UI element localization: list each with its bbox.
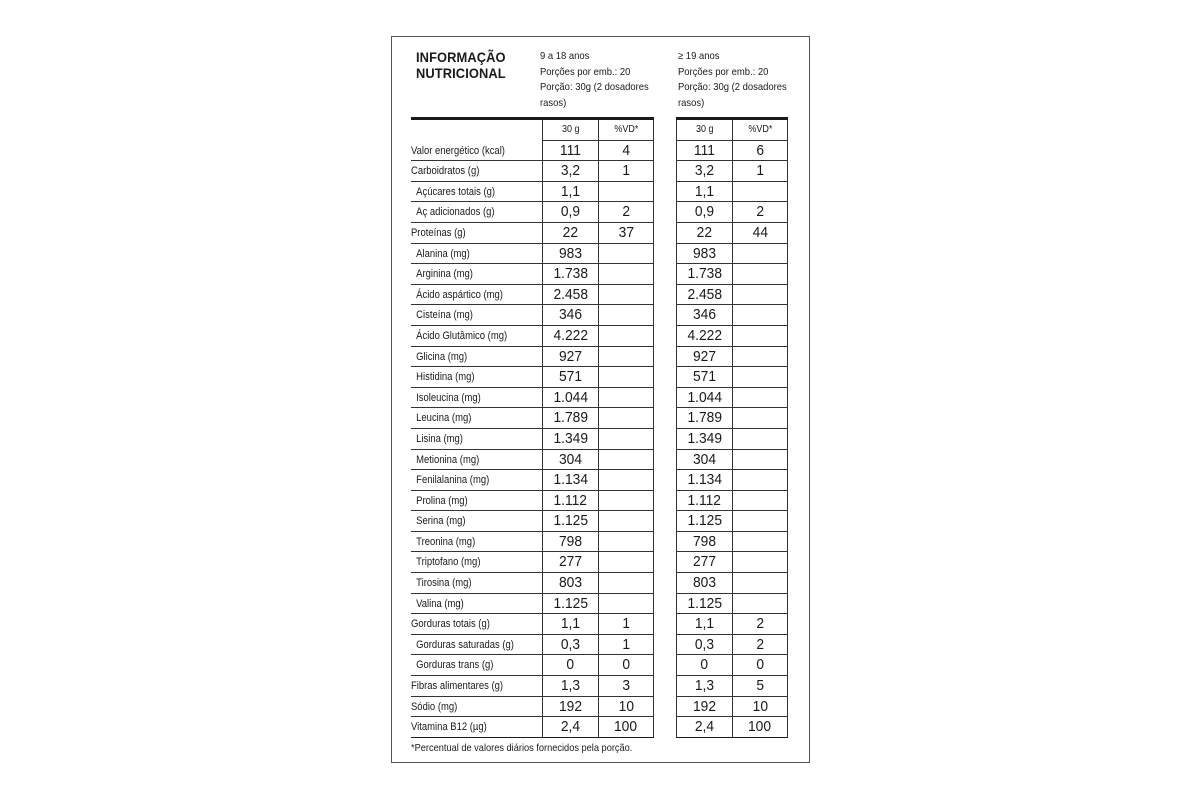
nutrient-label: Ácido Glutâmico (mg)	[411, 326, 542, 347]
value-group-b: 346	[676, 305, 732, 326]
nutrient-label: Arginina (mg)	[411, 264, 542, 285]
table-row	[392, 635, 809, 656]
dv-group-a: 0	[598, 655, 654, 676]
group-b-servings: Porções por emb.: 20	[678, 65, 769, 78]
value-group-a: 798	[542, 532, 598, 553]
dv-group-b	[732, 450, 788, 471]
nutrient-label: Isoleucina (mg)	[411, 388, 542, 409]
value-group-b: 1,3	[676, 676, 732, 697]
group-b-header	[678, 49, 802, 111]
label-title	[416, 49, 506, 81]
nutrient-label: Vitamina B12 (µg)	[411, 717, 542, 738]
table-row	[392, 552, 809, 573]
group-b-age: ≥ 19 anos	[678, 50, 720, 62]
dv-group-a	[598, 594, 654, 615]
value-group-a: 22	[542, 223, 598, 244]
dv-group-a: 1	[598, 614, 654, 635]
dv-group-b	[732, 491, 788, 512]
value-group-a: 0,3	[542, 635, 598, 656]
value-group-b: 1,1	[676, 182, 732, 203]
column-amount-b: 30 g	[676, 120, 732, 141]
table-row	[392, 655, 809, 676]
value-group-a: 1.789	[542, 408, 598, 429]
value-group-b: 4.222	[676, 326, 732, 347]
group-a-header	[540, 49, 664, 111]
dv-group-b: 0	[732, 655, 788, 676]
dv-group-a: 10	[598, 697, 654, 718]
dv-group-b: 2	[732, 635, 788, 656]
table-row	[392, 367, 809, 388]
nutrient-table	[392, 120, 809, 738]
value-group-a: 0,9	[542, 202, 598, 223]
value-group-a: 0	[542, 655, 598, 676]
nutrient-label: Gorduras totais (g)	[411, 614, 542, 635]
group-a-portion: Porção: 30g (2 dosadores	[540, 81, 649, 93]
value-group-b: 927	[676, 347, 732, 368]
dv-group-b	[732, 264, 788, 285]
value-group-b: 1.044	[676, 388, 732, 409]
dv-group-a	[598, 532, 654, 553]
nutrient-label: Tirosina (mg)	[411, 573, 542, 594]
dv-group-b: 6	[732, 141, 788, 162]
nutrient-label: Aç adicionados (g)	[411, 202, 542, 223]
table-row	[392, 532, 809, 553]
table-row	[392, 285, 809, 306]
value-group-a: 4.222	[542, 326, 598, 347]
value-group-b: 111	[676, 141, 732, 162]
nutrient-label: Valor energético (kcal)	[411, 141, 542, 162]
table-row	[392, 614, 809, 635]
value-group-a: 1.134	[542, 470, 598, 491]
nutrient-label: Alanina (mg)	[411, 244, 542, 265]
column-dv-a: %VD*	[598, 120, 654, 141]
value-group-a: 571	[542, 367, 598, 388]
footnote: *Percentual de valores diários fornecidos pela porção.	[411, 742, 633, 754]
table-row	[392, 347, 809, 368]
dv-group-a: 37	[598, 223, 654, 244]
dv-group-a	[598, 182, 654, 203]
dv-group-a	[598, 511, 654, 532]
dv-group-b	[732, 326, 788, 347]
dv-group-b	[732, 470, 788, 491]
value-group-b: 983	[676, 244, 732, 265]
nutrient-label: Prolina (mg)	[411, 491, 542, 512]
value-group-b: 0	[676, 655, 732, 676]
dv-group-b	[732, 285, 788, 306]
dv-group-b	[732, 182, 788, 203]
value-group-a: 192	[542, 697, 598, 718]
table-row	[392, 388, 809, 409]
nutrient-label: Glicina (mg)	[411, 347, 542, 368]
dv-group-b: 100	[732, 717, 788, 738]
value-group-a: 1,3	[542, 676, 598, 697]
value-group-b: 22	[676, 223, 732, 244]
dv-group-a: 100	[598, 717, 654, 738]
nutrient-label: Treonina (mg)	[411, 532, 542, 553]
dv-group-a	[598, 408, 654, 429]
nutrient-label: Fenilalanina (mg)	[411, 470, 542, 491]
table-row	[392, 697, 809, 718]
dv-group-b	[732, 552, 788, 573]
nutrient-label: Triptofano (mg)	[411, 552, 542, 573]
value-group-a: 1,1	[542, 614, 598, 635]
dv-group-b	[732, 388, 788, 409]
value-group-b: 0,3	[676, 635, 732, 656]
value-group-a: 2.458	[542, 285, 598, 306]
dv-group-b	[732, 532, 788, 553]
value-group-a: 1.112	[542, 491, 598, 512]
dv-group-a	[598, 552, 654, 573]
table-row	[392, 594, 809, 615]
value-group-b: 3,2	[676, 161, 732, 182]
value-group-a: 346	[542, 305, 598, 326]
table-row	[392, 264, 809, 285]
dv-group-a: 1	[598, 161, 654, 182]
label-title-line-2: NUTRICIONAL	[416, 65, 506, 81]
nutrient-label: Gorduras trans (g)	[411, 655, 542, 676]
nutrient-label: Ácido aspártico (mg)	[411, 285, 542, 306]
dv-group-a	[598, 264, 654, 285]
value-group-b: 0,9	[676, 202, 732, 223]
value-group-a: 277	[542, 552, 598, 573]
dv-group-a	[598, 305, 654, 326]
value-group-a: 803	[542, 573, 598, 594]
value-group-a: 2,4	[542, 717, 598, 738]
nutrient-label: Carboidratos (g)	[411, 161, 542, 182]
column-dv-b: %VD*	[732, 120, 788, 141]
dv-group-a	[598, 388, 654, 409]
value-group-a: 304	[542, 450, 598, 471]
value-group-a: 1.738	[542, 264, 598, 285]
dv-group-b	[732, 367, 788, 388]
dv-group-b	[732, 511, 788, 532]
value-group-b: 1.125	[676, 511, 732, 532]
value-group-b: 798	[676, 532, 732, 553]
value-group-b: 1.738	[676, 264, 732, 285]
table-row	[392, 326, 809, 347]
table-row	[392, 305, 809, 326]
table-row	[392, 450, 809, 471]
nutrient-label: Cisteína (mg)	[411, 305, 542, 326]
dv-group-a: 4	[598, 141, 654, 162]
table-row	[392, 244, 809, 265]
value-group-a: 983	[542, 244, 598, 265]
table-header-row	[392, 120, 809, 141]
table-row	[392, 676, 809, 697]
table-row	[392, 223, 809, 244]
value-group-a: 111	[542, 141, 598, 162]
dv-group-a	[598, 326, 654, 347]
value-group-b: 304	[676, 450, 732, 471]
group-b-portion-cont: rasos)	[678, 96, 705, 109]
dv-group-b: 5	[732, 676, 788, 697]
dv-group-b: 10	[732, 697, 788, 718]
dv-group-b	[732, 408, 788, 429]
dv-group-b: 2	[732, 614, 788, 635]
table-row	[392, 182, 809, 203]
nutrient-label: Sódio (mg)	[411, 697, 542, 718]
dv-group-a	[598, 450, 654, 471]
value-group-b: 1.349	[676, 429, 732, 450]
dv-group-b	[732, 573, 788, 594]
dv-group-a: 3	[598, 676, 654, 697]
table-row	[392, 717, 809, 738]
value-group-b: 571	[676, 367, 732, 388]
value-group-b: 2,4	[676, 717, 732, 738]
table-row	[392, 573, 809, 594]
nutrient-label: Histidina (mg)	[411, 367, 542, 388]
table-row	[392, 202, 809, 223]
value-group-a: 1.044	[542, 388, 598, 409]
value-group-a: 1,1	[542, 182, 598, 203]
value-group-b: 1.112	[676, 491, 732, 512]
value-group-b: 1.125	[676, 594, 732, 615]
nutrient-label: Leucina (mg)	[411, 408, 542, 429]
dv-group-a	[598, 347, 654, 368]
group-b-portion: Porção: 30g (2 dosadores	[678, 81, 787, 93]
dv-group-b	[732, 429, 788, 450]
value-group-b: 803	[676, 573, 732, 594]
dv-group-b	[732, 244, 788, 265]
group-a-age: 9 a 18 anos	[540, 50, 590, 62]
value-group-a: 1.125	[542, 511, 598, 532]
value-group-a: 1.125	[542, 594, 598, 615]
nutrient-label: Valina (mg)	[411, 594, 542, 615]
table-row	[392, 161, 809, 182]
value-group-a: 1.349	[542, 429, 598, 450]
table-row	[392, 429, 809, 450]
value-group-a: 3,2	[542, 161, 598, 182]
group-a-portion-cont: rasos)	[540, 96, 567, 109]
nutrient-label: Proteínas (g)	[411, 223, 542, 244]
dv-group-a	[598, 244, 654, 265]
value-group-a: 927	[542, 347, 598, 368]
dv-group-b	[732, 305, 788, 326]
dv-group-a: 1	[598, 635, 654, 656]
table-row	[392, 491, 809, 512]
nutrient-label: Serina (mg)	[411, 511, 542, 532]
table-row	[392, 511, 809, 532]
nutrient-label: Fibras alimentares (g)	[411, 676, 542, 697]
dv-group-a	[598, 285, 654, 306]
value-group-b: 1.789	[676, 408, 732, 429]
table-row	[392, 141, 809, 162]
value-group-b: 192	[676, 697, 732, 718]
value-group-b: 1.134	[676, 470, 732, 491]
dv-group-a	[598, 470, 654, 491]
dv-group-b	[732, 594, 788, 615]
value-group-b: 2.458	[676, 285, 732, 306]
table-row	[392, 408, 809, 429]
value-group-b: 1,1	[676, 614, 732, 635]
nutrient-label: Metionina (mg)	[411, 450, 542, 471]
dv-group-a	[598, 573, 654, 594]
dv-group-b: 2	[732, 202, 788, 223]
dv-group-b: 1	[732, 161, 788, 182]
value-group-b: 277	[676, 552, 732, 573]
nutrient-label: Lisina (mg)	[411, 429, 542, 450]
dv-group-a	[598, 491, 654, 512]
dv-group-b: 44	[732, 223, 788, 244]
nutrient-label: Gorduras saturadas (g)	[411, 635, 542, 656]
nutrition-label	[391, 36, 810, 763]
nutrient-label: Açúcares totais (g)	[411, 182, 542, 203]
table-row	[392, 470, 809, 491]
dv-group-a	[598, 367, 654, 388]
label-title-line-1: INFORMAÇÃO	[416, 49, 506, 65]
dv-group-b	[732, 347, 788, 368]
column-amount-a: 30 g	[542, 120, 598, 141]
group-a-servings: Porções por emb.: 20	[540, 65, 631, 78]
dv-group-a	[598, 429, 654, 450]
dv-group-a: 2	[598, 202, 654, 223]
